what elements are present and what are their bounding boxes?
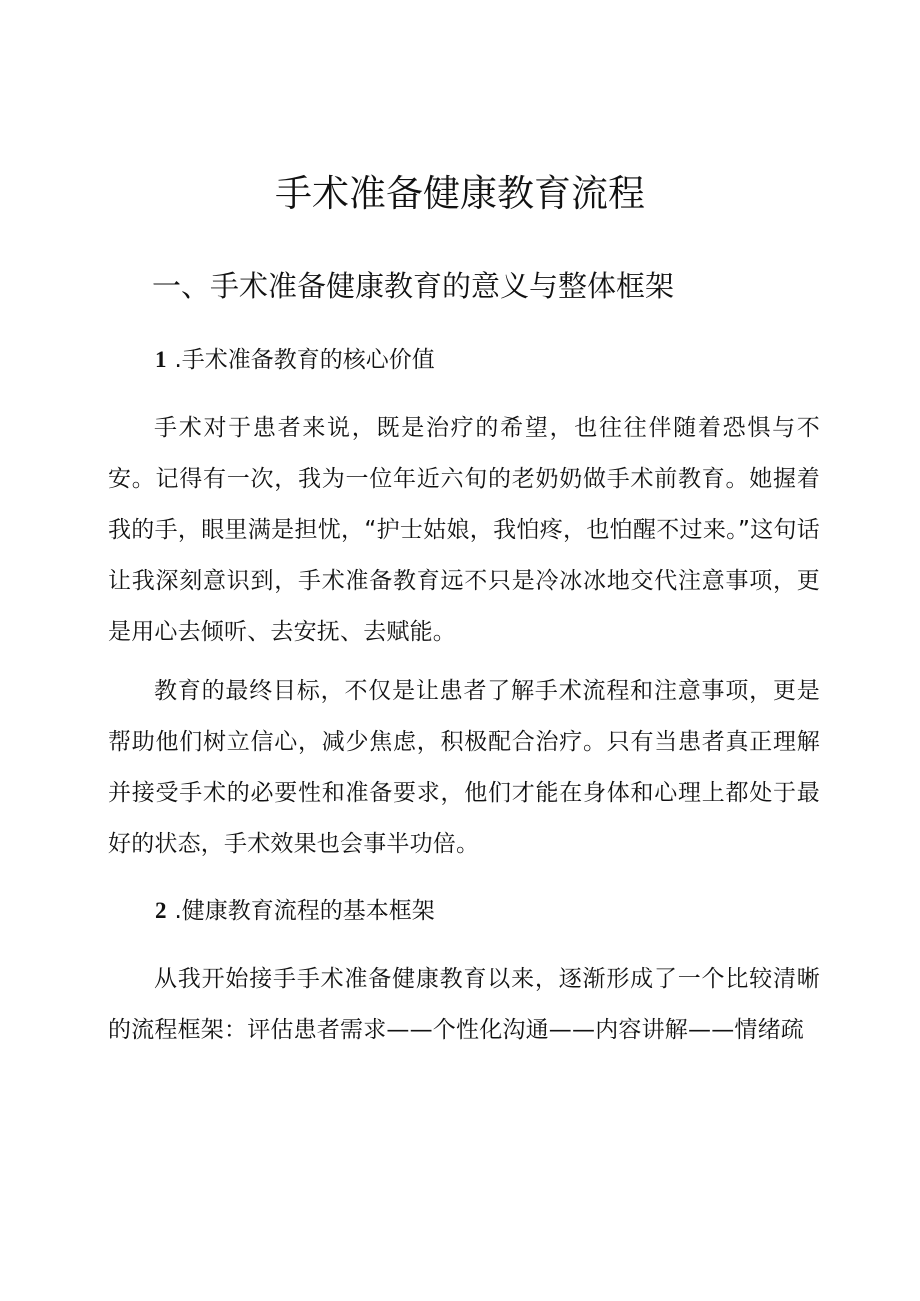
- paragraph: 手术对于患者来说，既是治疗的希望，也往往伴随着恐惧与不安。记得有一次，我为一位年近六旬的老奶奶做手术前教育。她握着我的手，眼里满是担忧，“护士姑娘，我怕疼，也怕醒不过来。”这句话让我深刻意识到，手术准备教育远不只是冷冰冰地交代注意事项，更是用心去倾听、去安抚、去赋能。: [108, 415, 820, 645]
- section-heading: 一、手术准备健康教育的意义与整体框架: [152, 269, 675, 303]
- subsection-heading-1: [155, 344, 435, 376]
- paragraph: 教育的最终目标，不仅是让患者了解手术流程和注意事项，更是帮助他们树立信心，减少焦虑，积极配合治疗。只有当患者真正理解并接受手术的必要性和准备要求，他们才能在身体和心理上都处于最好的状态，手术效果也会事半功倍。: [108, 678, 820, 857]
- subsection-title: .健康教育流程的基本框架: [174, 898, 435, 924]
- subsection-number: 2: [155, 898, 167, 923]
- subsection-number: 1: [155, 347, 167, 372]
- subsection-heading-2: [155, 895, 435, 927]
- document-title: 手术准备健康教育流程: [275, 172, 645, 215]
- subsection-title: .手术准备教育的核心价值: [174, 347, 435, 373]
- paragraph: 从我开始接手手术准备健康教育以来，逐渐形成了一个比较清晰的流程框架：评估患者需求——个性化沟通——内容讲解——情绪疏: [108, 966, 820, 1043]
